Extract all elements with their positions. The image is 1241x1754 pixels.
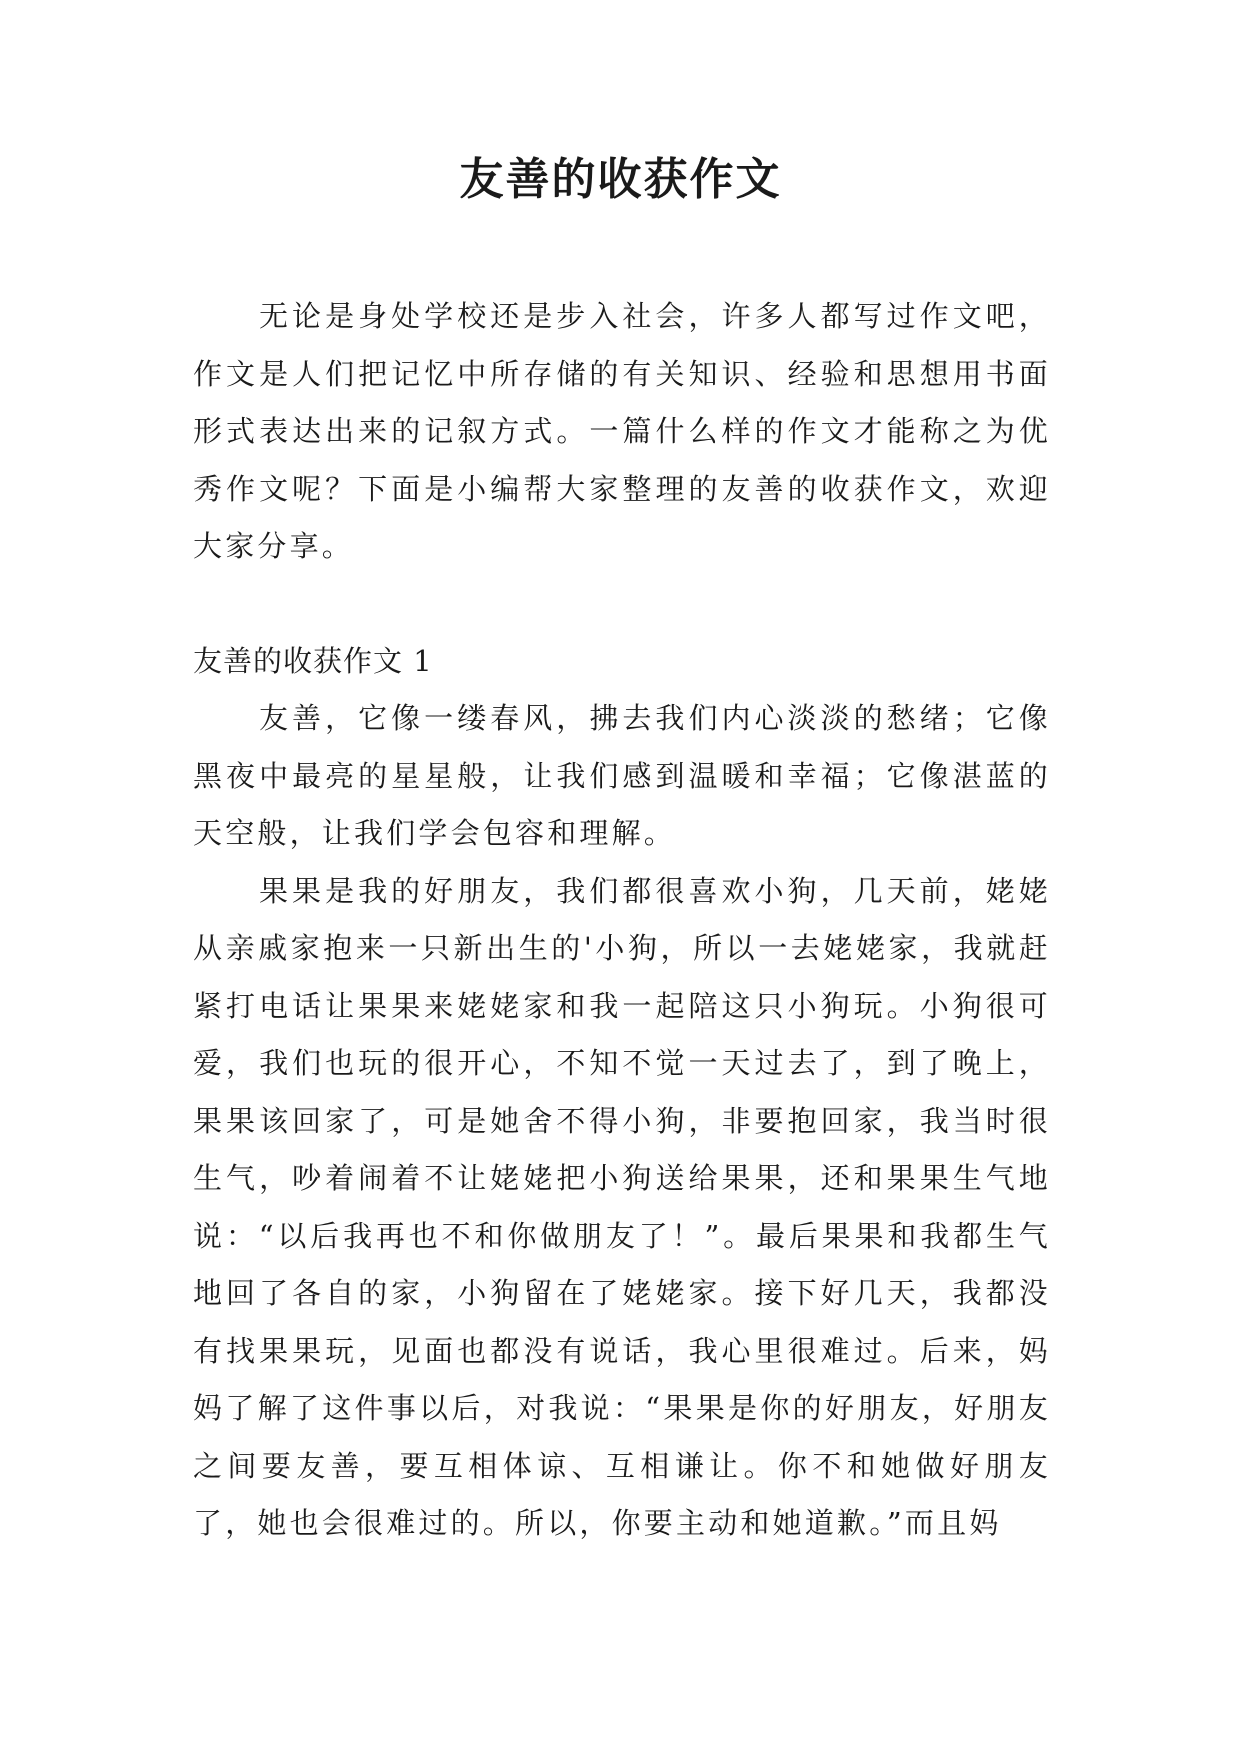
body-paragraph: 友善，它像一缕春风，拂去我们内心淡淡的愁绪；它像黑夜中最亮的星星般，让我们感到温暖和幸福；它像湛蓝的天空般，让我们学会包容和理解。: [193, 701, 1051, 850]
document-body: [193, 288, 1051, 1553]
intro-paragraph: 无论是身处学校还是步入社会，许多人都写过作文吧，作文是人们把记忆中所存储的有关知识、经验和思想用书面形式表达出来的记叙方式。一篇什么样的作文才能称之为优秀作文呢？下面是小编帮大家整理的友善的收获作文，欢迎大家分享。: [193, 299, 1051, 563]
document-title: 友善的收获作文: [459, 154, 782, 205]
body-paragraph: 果果是我的好朋友，我们都很喜欢小狗，几天前，姥姥从亲戚家抱来一只新出生的'小狗，所以一去姥姥家，我就赶紧打电话让果果来姥姥家和我一起陪这只小狗玩。小狗很可爱，我们也玩的很开心，不知不觉一天过去了，到了晚上，果果该回家了，可是她舍不得小狗，非要抱回家，我当时很生气，吵着闹着不让姥姥把小狗送给果果，还和果果生气地说：“以后我再也不和你做朋友了！”。最后果果和我都生气地回了各自的家，小狗留在了姥姥家。接下好几天，我都没有找果果玩，见面也都没有说话，我心里很难过。后来，妈妈了解了这件事以后，对我说：“果果是你的好朋友，好朋友之间要友善，要互相体谅、互相谦让。你不和她做好朋友了，她也会很难过的。所以，你要主动和她道歉。”而且妈: [193, 873, 1051, 1540]
section-heading: 友善的收获作文 1: [193, 643, 433, 678]
